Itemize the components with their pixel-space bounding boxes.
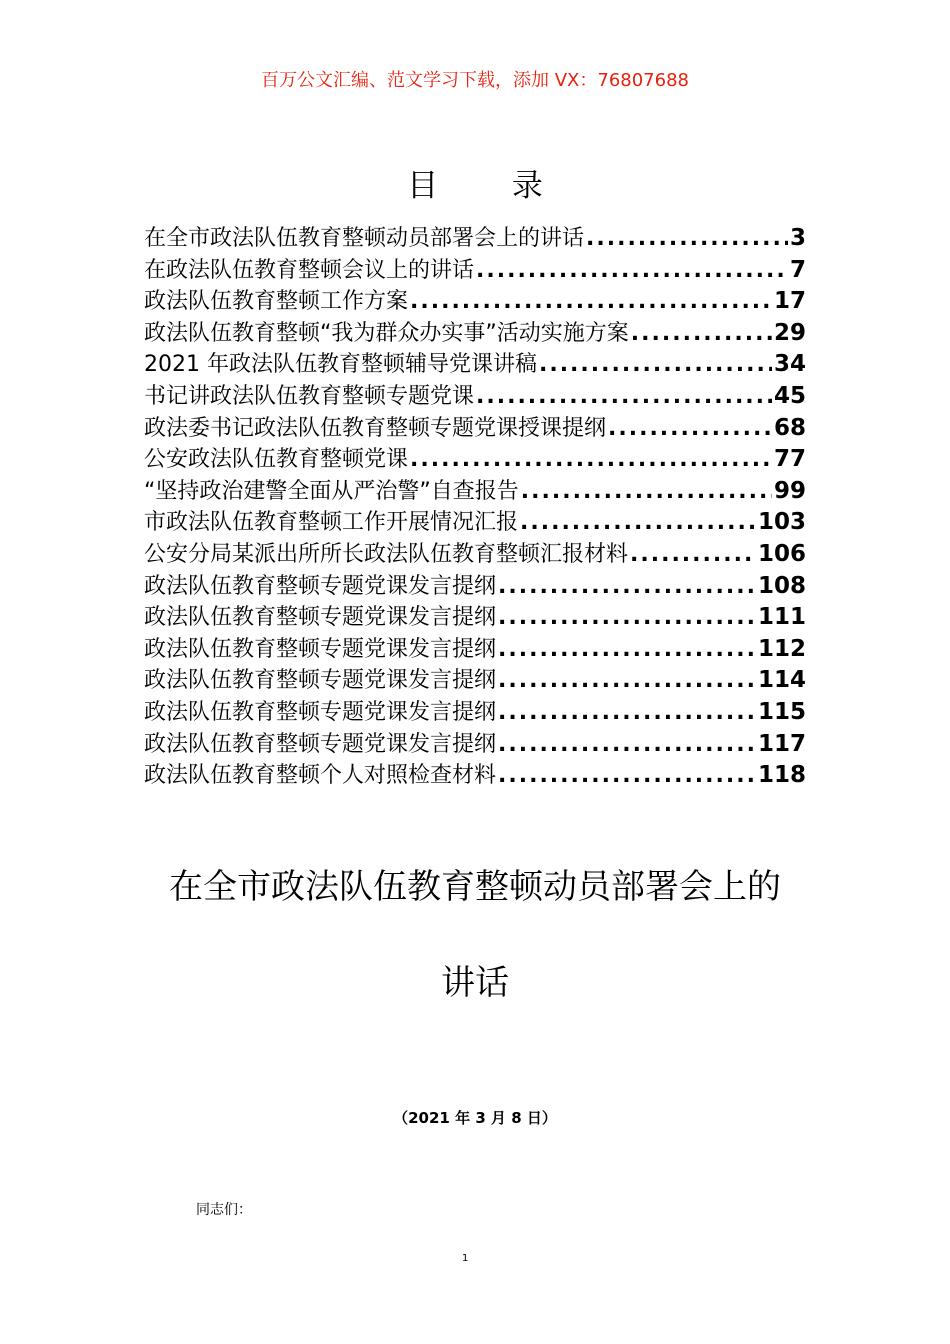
toc-title: 目 录 [407,168,575,204]
toc-item-page: 45 [773,382,806,409]
toc-item[interactable] [144,223,806,255]
toc-item[interactable] [144,413,806,445]
toc-dot-leader [498,634,756,666]
toc-item-text: 政法队伍教育整顿专题党课发言提纲 [144,573,497,599]
toc-dot-leader [631,318,772,350]
toc-item-page: 103 [757,509,806,536]
toc-item[interactable] [144,507,806,539]
toc-item[interactable] [144,665,806,697]
toc-item-page: 106 [757,540,806,567]
header-promo-note: 百万公文汇编、范文学习下载，添加 VX：76807688 [261,70,689,91]
toc-item-page: 68 [773,414,806,441]
toc-dot-leader [410,444,772,476]
toc-dot-leader [498,697,756,729]
toc-item-page: 111 [757,604,806,631]
toc-item[interactable] [144,697,806,729]
toc-item-page: 108 [757,572,806,599]
toc-item-text: 政法队伍教育整顿专题党课发言提纲 [144,699,497,725]
toc-dot-leader [498,665,756,697]
toc-dot-leader [476,255,788,287]
toc-item-text: 公安分局某派出所所长政法队伍教育整顿汇报材料 [144,541,629,567]
toc-dot-leader [498,602,756,634]
toc-item[interactable] [144,476,806,508]
toc-item-text: 政法委书记政法队伍教育整顿专题党课授课提纲 [144,415,607,441]
toc-dot-leader [520,507,756,539]
toc-item-page: 3 [789,225,806,251]
toc-item-text: 2021 年政法队伍教育整顿辅导党课讲稿 [144,352,537,378]
toc-item[interactable] [144,539,806,571]
toc-dot-leader [521,476,772,508]
toc-item-text: 政法队伍教育整顿专题党课发言提纲 [144,731,497,757]
toc-item[interactable] [144,381,806,413]
toc-item[interactable] [144,571,806,603]
document-title-line1: 在全市政法队伍教育整顿动员部署会上的 [169,867,781,907]
table-of-contents [144,223,806,792]
toc-item-page: 115 [757,698,806,725]
toc-dot-leader [498,760,756,792]
toc-dot-leader [410,286,772,318]
toc-item-page: 77 [773,446,806,473]
toc-item-text: 政法队伍教育整顿专题党课发言提纲 [144,605,497,631]
toc-item-page: 112 [757,635,806,662]
toc-item-text: 书记讲政法队伍教育整顿专题党课 [144,383,475,409]
page-number: 1 [462,1253,469,1264]
toc-item[interactable] [144,349,806,381]
toc-item-page: 17 [773,288,806,315]
toc-dot-leader [608,413,772,445]
toc-item[interactable] [144,602,806,634]
toc-item-page: 29 [773,319,806,346]
toc-item-page: 118 [757,762,806,789]
toc-dot-leader [539,349,772,381]
toc-dot-leader [498,571,756,603]
toc-item-text: “坚持政治建警全面从严治警”自查报告 [144,478,519,504]
toc-item[interactable] [144,760,806,792]
toc-dot-leader [476,381,772,413]
document-date: （2021 年 3 月 8 日） [393,1109,557,1127]
toc-item-text: 在政法队伍教育整顿会议上的讲话 [144,257,475,283]
toc-item-page: 117 [757,730,806,757]
salutation: 同志们： [196,1202,252,1218]
toc-item-text: 政法队伍教育整顿专题党课发言提纲 [144,668,497,694]
toc-item-page: 114 [757,667,806,694]
toc-dot-leader [630,539,756,571]
toc-item[interactable] [144,286,806,318]
toc-item[interactable] [144,634,806,666]
toc-item-page: 99 [773,477,806,504]
toc-item-text: 政法队伍教育整顿“我为群众办实事”活动实施方案 [144,320,629,346]
toc-item-text: 在全市政法队伍教育整顿动员部署会上的讲话 [144,226,585,251]
toc-item[interactable] [144,444,806,476]
toc-item-text: 政法队伍教育整顿专题党课发言提纲 [144,636,497,662]
toc-dot-leader [586,223,788,255]
toc-item[interactable] [144,255,806,287]
document-title-line2: 讲话 [441,963,509,1003]
toc-item-text: 政法队伍教育整顿工作方案 [144,289,409,315]
toc-dot-leader [498,729,756,761]
toc-item-text: 政法队伍教育整顿个人对照检查材料 [144,763,497,789]
toc-item-text: 市政法队伍教育整顿工作开展情况汇报 [144,510,519,536]
toc-item-page: 34 [773,351,806,378]
toc-item-page: 7 [789,256,806,283]
toc-item-text: 公安政法队伍教育整顿党课 [144,447,409,473]
toc-item[interactable] [144,318,806,350]
toc-item[interactable] [144,729,806,761]
